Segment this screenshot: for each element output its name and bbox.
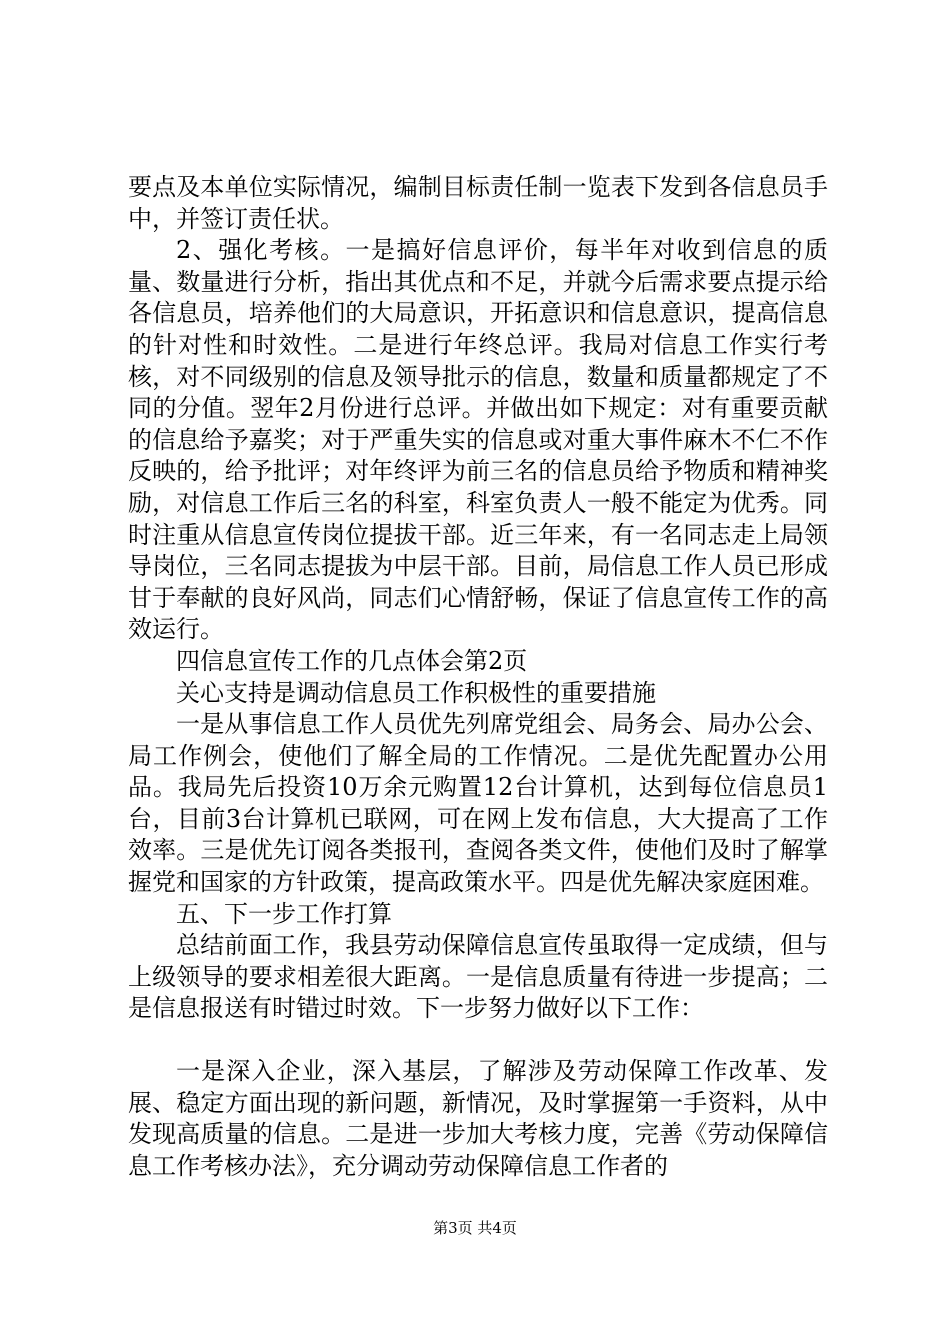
paragraph-strengthen-assessment: 2、强化考核。一是搞好信息评价，每半年对收到信息的质量、数量进行分析，指出其优点和不足，并就今后需求要点提示给各信息员，培养他们的大局意识，开拓意识和信息意识，提高信息的针对性和时效性。二是进行年终总评。我局对信息工作实行考核，对不同级别的信息及领导批示的信息，数量和质量都规定了不同的分值。翌年2月份进行总评。并做出如下规定：对有重要贡献的信息给予嘉奖；对于严重失实的信息或对重大事件麻木不仁不作反映的，给予批评；对年终评为前三名的信息员给予物质和精神奖励，对信息工作后三名的科室，科室负责人一般不能定为优秀。同时注重从信息宣传岗位提拔干部。近三年来，有一名同志走上局领导岗位，三名同志提拔为中层干部。目前，局信息工作人员已形成甘于奉献的良好风尚，同志们心情舒畅，保证了信息宣传工作的高效运行。	[128, 236, 828, 644]
paragraph-summary: 总结前面工作，我县劳动保障信息宣传虽取得一定成绩，但与上级领导的要求相差很大距离。一是信息质量有待进一步提高；二是信息报送有时错过时效。下一步努力做好以下工作：	[128, 931, 828, 1023]
paragraph-heading-next-steps: 五、下一步工作打算	[176, 899, 392, 928]
document-body	[128, 172, 828, 1182]
paragraph-heading-experience: 四信息宣传工作的几点体会第2页	[176, 646, 528, 675]
paragraph-support-measures: 一是从事信息工作人员优先列席党组会、局务会、局办公会、局工作例会，使他们了解全局的工作情况。二是优先配置办公用品。我局先后投资10万余元购置12台计算机，达到每位信息员1台，目前3台计算机已联网，可在网上发布信息，大大提高了工作效率。三是优先订阅各类报刊，查阅各类文件，使他们及时了解掌握党和国家的方针政策，提高政策水平。四是优先解决家庭困难。	[128, 710, 828, 897]
page-footer: 第3页 共4页	[433, 1219, 517, 1237]
paragraph-next-work: 一是深入企业，深入基层，了解涉及劳动保障工作改革、发展、稳定方面出现的新问题，新情况，及时掌握第一手资料，从中发现高质量的信息。二是进一步加大考核力度，完善《劳动保障信息工作考核办法》，充分调动劳动保障信息工作者的	[128, 1057, 828, 1180]
paragraph-gap	[128, 1025, 828, 1056]
paragraph-continuation: 要点及本单位实际情况，编制目标责任制一览表下发到各信息员手中，并签订责任状。	[128, 173, 828, 233]
paragraph-heading-support: 关心支持是调动信息员工作积极性的重要措施	[176, 678, 656, 707]
